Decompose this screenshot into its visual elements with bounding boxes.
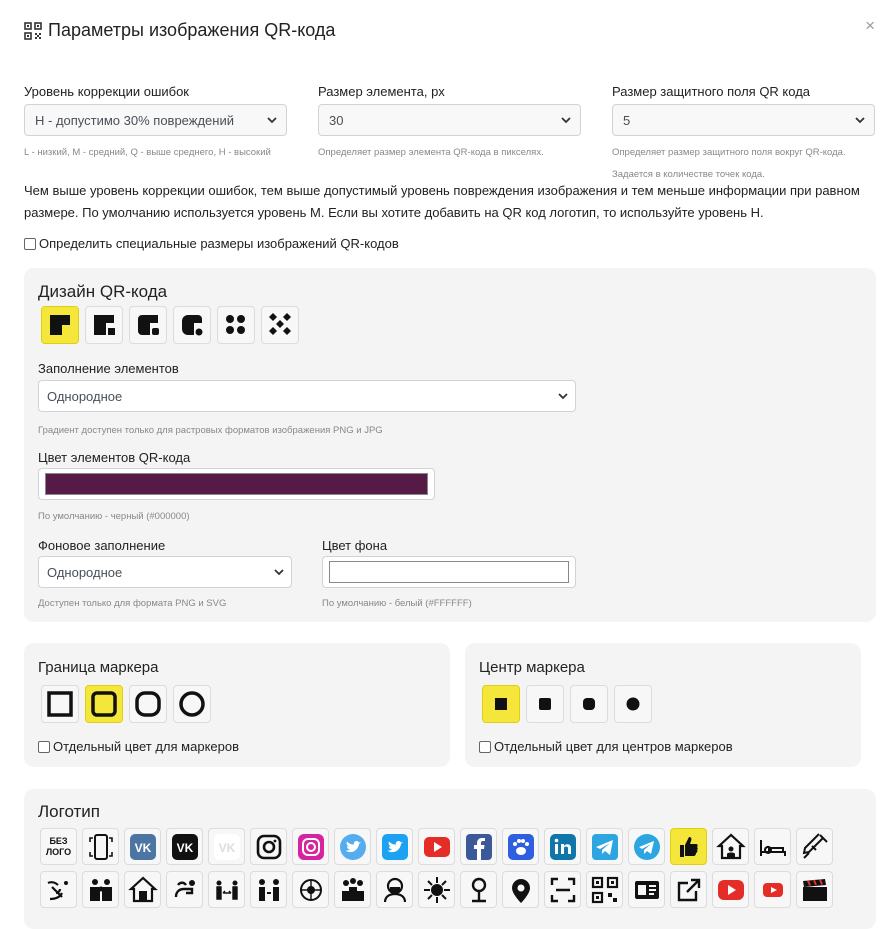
dialog-header [24, 20, 335, 41]
pattern-swatches [41, 306, 299, 344]
rounded-square-center-icon [535, 694, 555, 714]
marker-border-circle[interactable] [173, 685, 211, 723]
bg-color-swatch [329, 561, 569, 583]
telegram-square-icon [590, 832, 620, 862]
chevron-down-icon [266, 114, 278, 126]
logo-option-group[interactable] [334, 871, 371, 908]
error-correction-group [24, 84, 287, 185]
logo-option-map-pin[interactable] [460, 871, 497, 908]
pattern-diamonds-icon [267, 312, 293, 338]
logo-option-virus-globe[interactable] [292, 871, 329, 908]
location-pin-icon [506, 875, 536, 905]
fill-value: Однородное [47, 388, 123, 404]
youtube-icon [422, 832, 452, 862]
pattern-dots-square-icon [92, 313, 116, 337]
circle-center-icon [623, 694, 643, 714]
external-link-icon [674, 875, 704, 905]
logo-option-scan-frame[interactable] [544, 871, 581, 908]
logo-option-qr-code[interactable] [586, 871, 623, 908]
logo-option-id-card[interactable] [628, 871, 665, 908]
bg-color-label: Цвет фона [322, 538, 388, 553]
pattern-rounded-corners-icon [136, 313, 160, 337]
telegram-round-icon [632, 832, 662, 862]
element-color-picker[interactable] [38, 468, 435, 500]
color-label: Цвет элементов QR-кода [38, 450, 191, 465]
logo-option-no-logo[interactable] [40, 828, 77, 865]
logo-option-clapperboard[interactable] [796, 871, 833, 908]
marker-color-row[interactable] [38, 739, 239, 754]
quiet-zone-hint-2: Задается в количестве точек кода. [612, 169, 765, 180]
logo-option-vk-black[interactable] [166, 828, 203, 865]
color-hint: По умолчанию - черный (#000000) [38, 511, 190, 522]
logo-option-instagram-outline[interactable] [250, 828, 287, 865]
quiet-zone-value: 5 [623, 112, 631, 128]
logo-row-2 [40, 871, 840, 908]
fill-select[interactable] [38, 380, 576, 412]
linkedin-icon [548, 832, 578, 862]
marker-border-square[interactable] [41, 685, 79, 723]
pattern-rounded[interactable] [173, 306, 211, 344]
family-icon [86, 875, 116, 905]
logo-option-twitter-round[interactable] [334, 828, 371, 865]
logo-option-location-pin[interactable] [502, 871, 539, 908]
bg-fill-value: Однородное [47, 564, 123, 580]
no-logo-label: БЕЗ ЛОГО [45, 835, 72, 857]
vk-black-icon [170, 832, 200, 862]
element-size-value: 30 [329, 112, 344, 128]
rounded-square-marker-icon [90, 690, 118, 718]
svg-text:VK: VK [218, 840, 235, 855]
marker-border-swatches [41, 685, 211, 723]
quiet-zone-select[interactable] [612, 104, 875, 136]
marker-center-color-checkbox[interactable] [479, 741, 491, 753]
logo-option-linkedin[interactable] [544, 828, 581, 865]
instagram-color-icon [296, 832, 326, 862]
marker-center-color-label: Отдельный цвет для центров маркеров [494, 739, 733, 754]
info-paragraph [24, 180, 875, 255]
logo-option-phone-qr[interactable] [82, 828, 119, 865]
social-distance-icon [254, 875, 284, 905]
custom-sizes-label: Определить специальные размеры изображений QR-кодов [39, 236, 399, 251]
bg-fill-label: Фоновое заполнение [38, 538, 166, 553]
marker-center-square[interactable] [482, 685, 520, 723]
logo-option-washing-hands[interactable] [166, 871, 203, 908]
logo-option-house-home[interactable] [712, 828, 749, 865]
qr-code-icon [24, 22, 42, 40]
logo-option-virus[interactable] [418, 871, 455, 908]
logo-option-youtube-small[interactable] [754, 871, 791, 908]
bg-color-hint: По умолчанию - белый (#FFFFFF) [322, 598, 472, 609]
logo-option-home-stay[interactable] [124, 871, 161, 908]
qr-code-icon [590, 875, 620, 905]
marker-center-rounded-small[interactable] [526, 685, 564, 723]
logo-option-handwash[interactable] [40, 871, 77, 908]
hotel-bed-icon [758, 832, 788, 862]
logo-option-hotel-bed[interactable] [754, 828, 791, 865]
svg-text:VK: VK [134, 840, 151, 855]
distance-icon [212, 875, 242, 905]
element-size-hint: Определяет размер элемента QR-кода в пикселях. [318, 147, 544, 158]
marker-center-swatches [482, 685, 652, 723]
logo-option-social-distance[interactable] [250, 871, 287, 908]
close-button[interactable]: × [865, 16, 875, 35]
home-stay-icon [128, 875, 158, 905]
twitter-square-icon [380, 832, 410, 862]
fill-label: Заполнение элементов [38, 361, 179, 376]
logo-option-paw[interactable] [502, 828, 539, 865]
chevron-down-icon [560, 114, 572, 126]
logo-title: Логотип [38, 802, 101, 821]
pattern-rounded-icon [180, 313, 204, 337]
youtube-small-icon [758, 875, 788, 905]
logo-option-family[interactable] [82, 871, 119, 908]
marker-center-circle[interactable] [614, 685, 652, 723]
design-title: Дизайн QR-кода [38, 282, 168, 301]
chevron-down-icon [854, 114, 866, 126]
custom-sizes-checkbox[interactable] [24, 238, 36, 250]
bg-fill-select[interactable] [38, 556, 292, 588]
svg-text:VK: VK [176, 840, 193, 855]
clapperboard-icon [800, 875, 830, 905]
settings-row [24, 84, 875, 185]
logo-option-telegram-square[interactable] [586, 828, 623, 865]
logo-option-facebook[interactable] [460, 828, 497, 865]
youtube-red-icon [716, 875, 746, 905]
pattern-rounded-corners[interactable] [129, 306, 167, 344]
pattern-dots-icon [224, 313, 248, 337]
dialog-title: Параметры изображения QR-кода [48, 20, 336, 40]
virus-globe-icon [296, 875, 326, 905]
bg-fill-hint: Доступен только для формата PNG и SVG [38, 598, 227, 609]
logo-option-telegram-round[interactable] [628, 828, 665, 865]
group-icon [338, 875, 368, 905]
vk-icon [128, 832, 158, 862]
facebook-icon [464, 832, 494, 862]
map-pin-icon [464, 875, 494, 905]
element-color-swatch [45, 473, 428, 495]
chevron-down-icon [557, 390, 569, 402]
masked-person-icon [380, 875, 410, 905]
quiet-zone-hint: Определяет размер защитного поля вокруг QR-кода. [612, 147, 846, 158]
chevron-down-icon [273, 566, 285, 578]
marker-color-checkbox[interactable] [38, 741, 50, 753]
square-marker-icon [46, 690, 74, 718]
circle-marker-icon [178, 690, 206, 718]
scan-frame-icon [548, 875, 578, 905]
thumbs-up-icon [674, 832, 704, 862]
pattern-square-icon [48, 313, 72, 337]
marker-border-rounded[interactable] [129, 685, 167, 723]
error-correction-info: Чем выше уровень коррекции ошибок, тем выше допустимый уровень повреждения изображения и тем меньше информации при равном размере. По умолчанию используется уровень M. Если вы хотите добавить на QR код логотип, то используйте уровень H. [24, 183, 860, 220]
logo-option-twitter-square[interactable] [376, 828, 413, 865]
logo-grid [40, 828, 840, 914]
error-correction-hint: L - низкий, M - средний, Q - выше среднего, H - высокий [24, 147, 271, 158]
marker-border-rounded-small[interactable] [85, 685, 123, 723]
logo-option-thumbs-up[interactable] [670, 828, 707, 865]
pattern-diamonds[interactable] [261, 306, 299, 344]
paw-icon [506, 832, 536, 862]
element-size-group [318, 84, 581, 185]
logo-option-external-link[interactable] [670, 871, 707, 908]
error-correction-select[interactable] [24, 104, 287, 136]
virus-icon [422, 875, 452, 905]
handwash-icon [44, 875, 74, 905]
twitter-round-icon [338, 832, 368, 862]
marker-color-label: Отдельный цвет для маркеров [53, 739, 239, 754]
marker-border-title: Граница маркера [38, 659, 159, 676]
quiet-zone-group [612, 84, 875, 185]
house-home-icon [716, 832, 746, 862]
fill-hint: Градиент доступен только для растровых форматов изображения PNG и JPG [38, 425, 383, 436]
marker-border-panel [24, 643, 450, 767]
instagram-outline-icon [254, 832, 284, 862]
marker-center-panel [465, 643, 861, 767]
logo-option-distance[interactable] [208, 871, 245, 908]
phone-qr-icon [86, 832, 116, 862]
logo-option-syringe[interactable] [796, 828, 833, 865]
rounded-marker-icon [134, 690, 162, 718]
logo-row-1 [40, 828, 840, 865]
error-correction-label: Уровень коррекции ошибок [24, 84, 189, 99]
error-correction-value: H - допустимо 30% повреждений [35, 112, 234, 128]
logo-option-vk[interactable] [124, 828, 161, 865]
logo-option-instagram-color[interactable] [292, 828, 329, 865]
logo-option-youtube-red[interactable] [712, 871, 749, 908]
element-size-label: Размер элемента, px [318, 84, 445, 99]
marker-center-rounded[interactable] [570, 685, 608, 723]
logo-option-masked-person[interactable] [376, 871, 413, 908]
id-card-icon [632, 875, 662, 905]
square-center-icon [491, 694, 511, 714]
element-size-select[interactable] [318, 104, 581, 136]
custom-sizes-row[interactable] [24, 233, 875, 255]
marker-center-title: Центр маркера [479, 659, 585, 676]
bg-color-picker[interactable] [322, 556, 576, 588]
vk-white-icon [212, 832, 242, 862]
pattern-dots[interactable] [217, 306, 255, 344]
washing-hands-icon [170, 875, 200, 905]
pattern-square[interactable] [41, 306, 79, 344]
quiet-zone-label: Размер защитного поля QR кода [612, 84, 811, 99]
rounded-center-icon [579, 694, 599, 714]
logo-option-vk-white[interactable] [208, 828, 245, 865]
pattern-dots-square[interactable] [85, 306, 123, 344]
design-panel [24, 268, 876, 622]
logo-option-youtube[interactable] [418, 828, 455, 865]
syringe-icon [800, 832, 830, 862]
marker-center-color-row[interactable] [479, 739, 733, 754]
